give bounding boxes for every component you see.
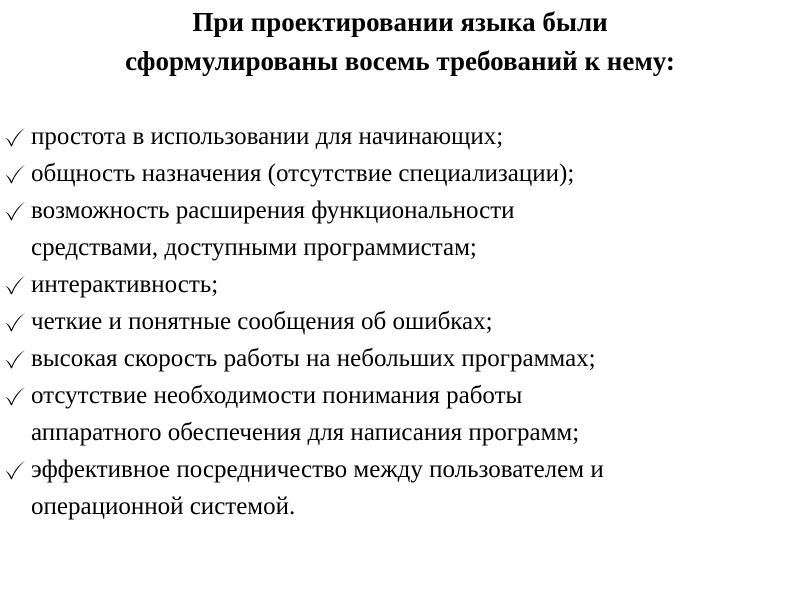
requirement-item — [4, 340, 604, 377]
requirement-item — [4, 118, 604, 155]
requirements-list — [4, 118, 604, 525]
check-icon — [4, 155, 31, 192]
requirement-item — [4, 303, 604, 340]
requirement-text: отсутствие необходимости понимания работы — [31, 382, 523, 409]
slide-title — [0, 3, 800, 81]
requirement-text: эффективное посредничество между пользователем и — [31, 456, 604, 483]
requirement-text: простота в использовании для начинающих; — [31, 123, 504, 150]
requirement-text-continued: операционной системой. — [31, 493, 296, 520]
check-icon — [4, 303, 31, 340]
title-line-1: При проектировании языка были — [192, 7, 608, 37]
check-icon — [4, 192, 31, 229]
requirement-item — [4, 377, 604, 451]
requirement-item — [4, 266, 604, 303]
requirement-item — [4, 192, 604, 266]
check-icon — [4, 118, 31, 155]
requirement-text-continued: аппаратного обеспечения для написания программ; — [31, 419, 580, 446]
requirement-text-continued: средствами, доступными программистам; — [31, 234, 477, 261]
requirement-text: интерактивность; — [31, 271, 219, 298]
check-icon — [4, 340, 31, 377]
requirement-text: общность назначения (отсутствие специализации); — [31, 160, 575, 187]
requirement-item — [4, 451, 604, 525]
check-icon — [4, 266, 31, 303]
requirement-item — [4, 155, 604, 192]
requirement-text: высокая скорость работы на небольших программах; — [31, 345, 596, 372]
check-icon — [4, 451, 31, 488]
requirement-text: возможность расширения функциональности — [31, 197, 515, 224]
check-icon — [4, 377, 31, 414]
requirement-text: четкие и понятные сообщения об ошибках; — [31, 308, 493, 335]
title-line-2: сформулированы восемь требований к нему: — [125, 46, 675, 76]
